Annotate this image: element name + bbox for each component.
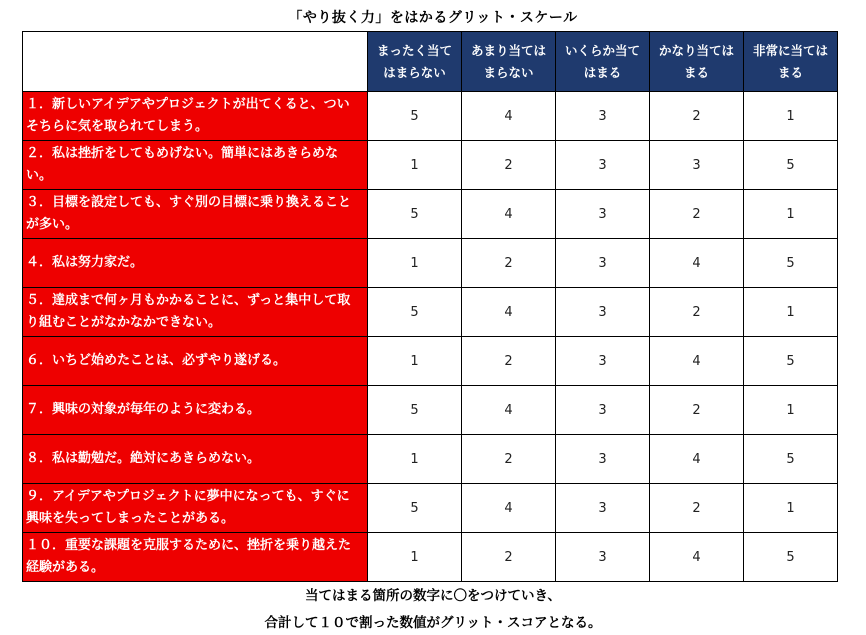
score-cell[interactable]: 2 <box>462 337 556 386</box>
page-title: 「やり抜く力」をはかるグリット・スケール <box>288 10 578 26</box>
footer-instruction-line-2: 合計して１０で割った数値がグリット・スコアとなる。 <box>264 615 602 631</box>
score-cell[interactable]: 1 <box>368 239 462 288</box>
score-cell[interactable]: 1 <box>368 435 462 484</box>
column-header-line: まったく当て <box>376 42 452 58</box>
score-cell[interactable]: 4 <box>462 386 556 435</box>
column-header-line: いくらか当て <box>564 42 640 58</box>
table-row <box>23 92 838 141</box>
score-cell[interactable]: 4 <box>462 484 556 533</box>
footer-instruction-line-1: 当てはまる箇所の数字に〇をつけていき、 <box>305 588 561 604</box>
score-cell[interactable]: 2 <box>650 92 744 141</box>
score-cell[interactable]: 3 <box>556 190 650 239</box>
question-cell: １０．重要な課題を克服するために、挫折を乗り越えた経験がある。 <box>23 533 368 582</box>
question-cell: ９．アイデアやプロジェクトに夢中になっても、すぐに興味を失ってしまったことがある。 <box>23 484 368 533</box>
score-cell[interactable]: 5 <box>368 484 462 533</box>
score-cell[interactable]: 3 <box>556 435 650 484</box>
table-row <box>23 239 838 288</box>
score-cell[interactable]: 1 <box>744 288 838 337</box>
table-row <box>23 386 838 435</box>
score-cell[interactable]: 5 <box>744 141 838 190</box>
score-cell[interactable]: 4 <box>650 337 744 386</box>
column-header-line: まる <box>777 64 803 80</box>
question-cell: ７．興味の対象が毎年のように変わる。 <box>23 386 368 435</box>
question-cell: ３．目標を設定しても、すぐ別の目標に乗り換えることが多い。 <box>23 190 368 239</box>
question-cell: ２．私は挫折をしてもめげない。簡単にはあきらめない。 <box>23 141 368 190</box>
score-cell[interactable]: 1 <box>368 337 462 386</box>
column-header-1 <box>368 32 462 92</box>
score-cell[interactable]: 3 <box>556 239 650 288</box>
column-header-line: 非常に当ては <box>752 42 828 58</box>
score-cell[interactable]: 3 <box>556 337 650 386</box>
score-cell[interactable]: 2 <box>650 484 744 533</box>
column-header-3 <box>556 32 650 92</box>
score-cell[interactable]: 2 <box>650 288 744 337</box>
score-cell[interactable]: 2 <box>462 435 556 484</box>
score-cell[interactable]: 3 <box>556 484 650 533</box>
score-cell[interactable]: 5 <box>744 435 838 484</box>
score-cell[interactable]: 2 <box>650 190 744 239</box>
score-cell[interactable]: 5 <box>368 190 462 239</box>
table-row <box>23 435 838 484</box>
score-cell[interactable]: 4 <box>462 288 556 337</box>
column-header-2 <box>462 32 556 92</box>
score-cell[interactable]: 5 <box>744 533 838 582</box>
score-cell[interactable]: 5 <box>368 92 462 141</box>
column-header-5 <box>744 32 838 92</box>
question-cell: １．新しいアイデアやプロジェクトが出てくると、ついそちらに気を取られてしまう。 <box>23 92 368 141</box>
score-cell[interactable]: 2 <box>462 141 556 190</box>
column-header-line: はまる <box>583 64 622 80</box>
table-row <box>23 337 838 386</box>
score-cell[interactable]: 1 <box>744 190 838 239</box>
score-cell[interactable]: 5 <box>744 337 838 386</box>
grit-scale-table <box>22 31 838 582</box>
score-cell[interactable]: 2 <box>462 533 556 582</box>
score-cell[interactable]: 3 <box>556 386 650 435</box>
score-cell[interactable]: 3 <box>650 141 744 190</box>
table-row <box>23 533 838 582</box>
table-row <box>23 288 838 337</box>
score-cell[interactable]: 1 <box>744 92 838 141</box>
column-header-line: まらない <box>483 64 534 80</box>
score-cell[interactable]: 3 <box>556 92 650 141</box>
table-row <box>23 141 838 190</box>
score-cell[interactable]: 2 <box>650 386 744 435</box>
score-cell[interactable]: 3 <box>556 141 650 190</box>
score-cell[interactable]: 4 <box>462 92 556 141</box>
score-cell[interactable]: 3 <box>556 288 650 337</box>
column-header-line: まる <box>683 64 709 80</box>
score-cell[interactable]: 1 <box>744 484 838 533</box>
score-cell[interactable]: 5 <box>744 239 838 288</box>
header-corner-cell <box>23 32 368 92</box>
table-row <box>23 190 838 239</box>
table-row <box>23 484 838 533</box>
question-cell: ５．達成まで何ヶ月もかかることに、ずっと集中して取り組むことがなかなかできない。 <box>23 288 368 337</box>
score-cell[interactable]: 4 <box>650 533 744 582</box>
column-header-line: かなり当ては <box>658 42 734 58</box>
score-cell[interactable]: 4 <box>650 239 744 288</box>
score-cell[interactable]: 4 <box>462 190 556 239</box>
score-cell[interactable]: 1 <box>368 141 462 190</box>
question-cell: ８．私は勤勉だ。絶対にあきらめない。 <box>23 435 368 484</box>
question-cell: ４．私は努力家だ。 <box>23 239 368 288</box>
column-header-line: あまり当ては <box>470 42 546 58</box>
score-cell[interactable]: 1 <box>368 533 462 582</box>
score-cell[interactable]: 1 <box>744 386 838 435</box>
score-cell[interactable]: 5 <box>368 288 462 337</box>
column-header-line: はまらない <box>383 64 446 80</box>
score-cell[interactable]: 5 <box>368 386 462 435</box>
header-row <box>23 32 838 92</box>
score-cell[interactable]: 3 <box>556 533 650 582</box>
question-cell: ６．いちど始めたことは、必ずやり遂げる。 <box>23 337 368 386</box>
score-cell[interactable]: 2 <box>462 239 556 288</box>
column-header-4 <box>650 32 744 92</box>
score-cell[interactable]: 4 <box>650 435 744 484</box>
